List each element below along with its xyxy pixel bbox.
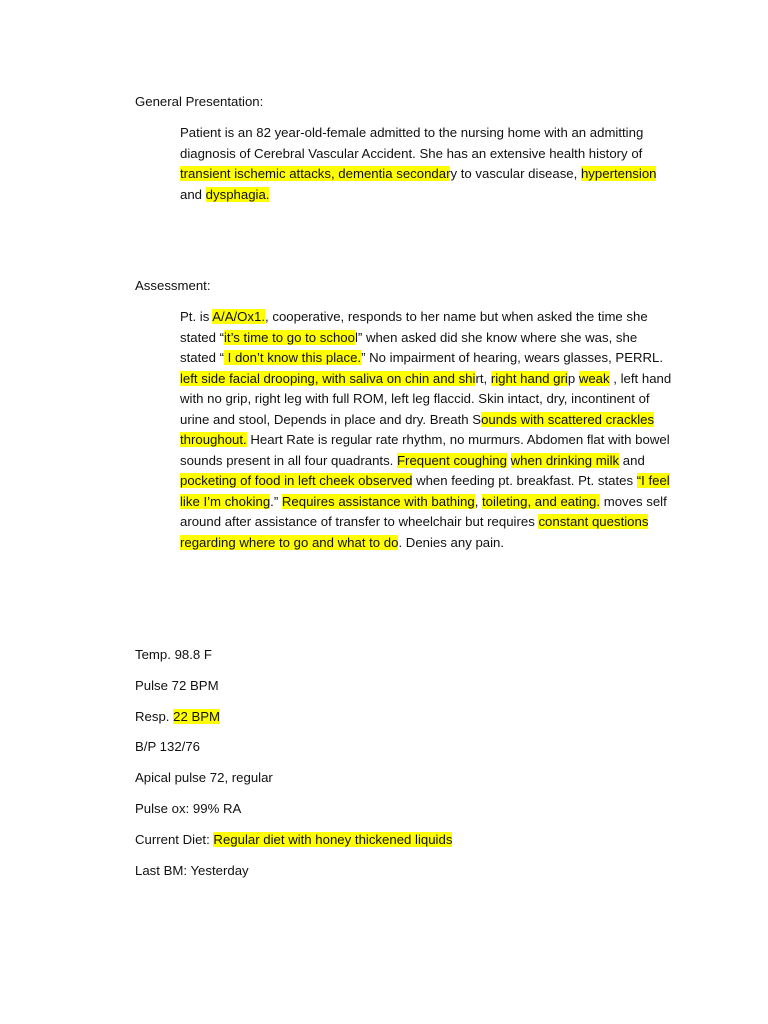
vital-resp xyxy=(135,707,220,728)
text-run: . Denies any pain. xyxy=(398,534,505,550)
text-run: , cooperative, responds to her name but when asked the time she stated “ xyxy=(180,309,648,345)
general-presentation-heading: General Presentation: xyxy=(135,94,264,109)
vital-pulse-ox: Pulse ox: 99% RA xyxy=(135,801,242,816)
vital-temp: Temp. 98.8 F xyxy=(135,647,212,662)
highlighted-text: constant questions regarding where to go and what to do xyxy=(180,514,649,550)
vital-apical-item xyxy=(113,768,273,789)
text-run: and xyxy=(619,452,645,468)
highlighted-text: A/A/Ox1. xyxy=(212,309,266,324)
text-run: ” No impairment of hearing, wears glasses, PERRL. xyxy=(361,350,664,365)
patient-summary-paragraph xyxy=(180,123,676,205)
highlighted-text: Frequent coughing xyxy=(397,452,507,468)
current-diet-label: Current Diet: xyxy=(135,832,214,847)
current-diet-value: Regular diet with honey thickened liquids xyxy=(213,832,453,847)
vital-pulse-item xyxy=(113,676,219,697)
highlighted-text: Requires assistance with bathing xyxy=(281,493,475,509)
highlighted-text: toileting, and eating. xyxy=(482,493,601,509)
text-run: Patient is an 82 year-old-female admitted to the nursing home with an admitting diagnosis of Cerebral Vascular Accident. She has an extensive health history of xyxy=(180,125,644,161)
last-bm: Last BM: Yesterday xyxy=(135,863,249,878)
vital-resp-value: 22 BPM xyxy=(173,709,221,724)
highlighted-text: hypertension xyxy=(580,166,657,181)
vital-resp-label: Resp. xyxy=(135,709,174,724)
general-presentation-item xyxy=(113,92,263,113)
vital-bp: B/P 132/76 xyxy=(135,739,201,754)
current-diet-item xyxy=(113,830,452,851)
text-run: moves self around after assistance of transfer to wheelchair but requires xyxy=(180,493,667,529)
text-run: , xyxy=(474,493,483,509)
highlighted-text: it’s time to go to schoo xyxy=(223,329,355,345)
text-run: y to vascular disease, xyxy=(450,166,581,181)
text-run: p xyxy=(567,370,579,386)
assessment-detail-item xyxy=(158,307,676,553)
vital-resp-item xyxy=(113,707,220,728)
highlighted-text: weak xyxy=(578,370,610,386)
vital-temp-item xyxy=(113,645,212,666)
vital-bp-item xyxy=(113,737,200,758)
text-run: l” when asked did she know where she was, she stated “ xyxy=(180,329,638,365)
text-run: and xyxy=(180,186,206,202)
text-run: Heart Rate is regular rate rhythm, no murmurs. Abdomen flat with bowel sounds present in all four quadrants. xyxy=(180,432,670,468)
highlighted-text: ounds with scattered crackles throughout. xyxy=(180,411,655,447)
last-bm-item xyxy=(113,861,249,882)
highlighted-text: “I feel like I’m choking xyxy=(180,473,670,509)
assessment-paragraph xyxy=(180,307,676,553)
vital-pulse: Pulse 72 BPM xyxy=(135,678,219,693)
highlighted-text: dysphagia. xyxy=(205,186,270,202)
highlighted-text: I don’t know this place. xyxy=(223,350,362,365)
text-run: when feeding pt. breakfast. Pt. states xyxy=(412,473,637,488)
highlighted-text: transient ischemic attacks, dementia secondar xyxy=(180,166,451,181)
assessment-heading: Assessment: xyxy=(135,278,211,293)
highlighted-text: pocketing of food in left cheek observed xyxy=(180,473,413,488)
highlighted-text: left side facial drooping, with saliva on chin and shi xyxy=(180,370,476,386)
assessment-item xyxy=(113,276,211,297)
highlighted-text: when drinking milk xyxy=(510,452,620,468)
text-run: , left hand with no grip, right leg with full ROM, left leg flaccid. Skin intact, dry, incontinent of urine and stool, Depends in place and dry. Breath S xyxy=(180,370,672,427)
highlighted-text: right hand gri xyxy=(490,370,568,386)
text-run: Pt. is xyxy=(180,309,213,324)
text-run: .” xyxy=(270,493,282,509)
text-run: rt, xyxy=(475,370,491,386)
vital-pulse-ox-item xyxy=(113,799,241,820)
patient-summary-item xyxy=(158,123,676,205)
current-diet xyxy=(135,830,452,851)
vital-apical-pulse: Apical pulse 72, regular xyxy=(135,770,273,785)
